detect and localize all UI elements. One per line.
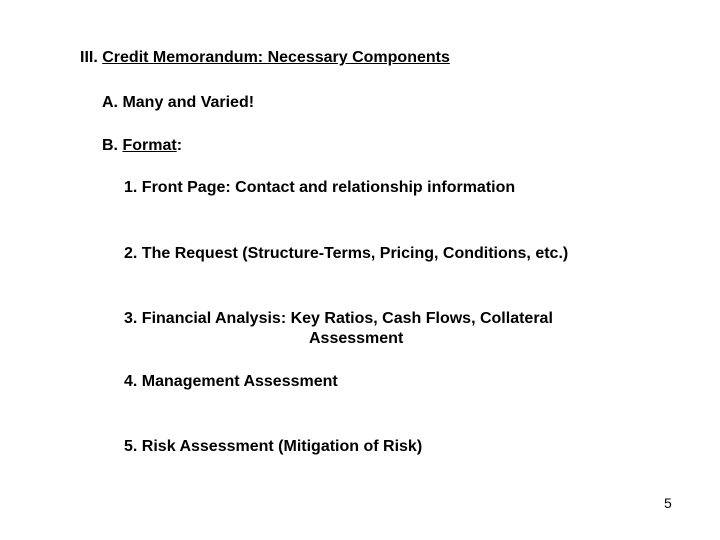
list-item-continuation: Assessment bbox=[309, 330, 404, 347]
list-item-number: 2. bbox=[124, 245, 138, 262]
list-item-number: 1. bbox=[124, 179, 138, 196]
section-a-label: A. bbox=[102, 94, 118, 111]
section-b-suffix: : bbox=[176, 137, 183, 154]
section-b-title: Format bbox=[122, 137, 177, 154]
list-item-number: 4. bbox=[124, 373, 138, 390]
slide-heading bbox=[80, 48, 450, 68]
page-number: 5 bbox=[664, 495, 672, 511]
list-item bbox=[124, 244, 568, 264]
heading-numeral: III. bbox=[80, 49, 98, 66]
section-a-text: Many and Varied! bbox=[122, 94, 255, 111]
list-item bbox=[124, 372, 338, 392]
section-b bbox=[102, 136, 182, 156]
list-item-number: 5. bbox=[124, 438, 138, 455]
list-item-number: 3. bbox=[124, 310, 138, 327]
list-item bbox=[124, 178, 515, 198]
list-item-text: Front Page: Contact and relationship information bbox=[141, 179, 516, 196]
list-item-text: Management Assessment bbox=[141, 373, 338, 390]
list-item bbox=[124, 309, 553, 329]
list-item bbox=[124, 437, 422, 457]
list-item-text: Financial Analysis: Key Ratios, Cash Flows, Collateral bbox=[141, 310, 553, 327]
heading-title: Credit Memorandum: Necessary Components bbox=[102, 49, 450, 66]
section-b-label: B. bbox=[102, 137, 118, 154]
list-item-text: The Request (Structure-Terms, Pricing, Conditions, etc.) bbox=[141, 245, 569, 262]
list-item-text: Risk Assessment (Mitigation of Risk) bbox=[141, 438, 423, 455]
section-a bbox=[102, 93, 254, 113]
